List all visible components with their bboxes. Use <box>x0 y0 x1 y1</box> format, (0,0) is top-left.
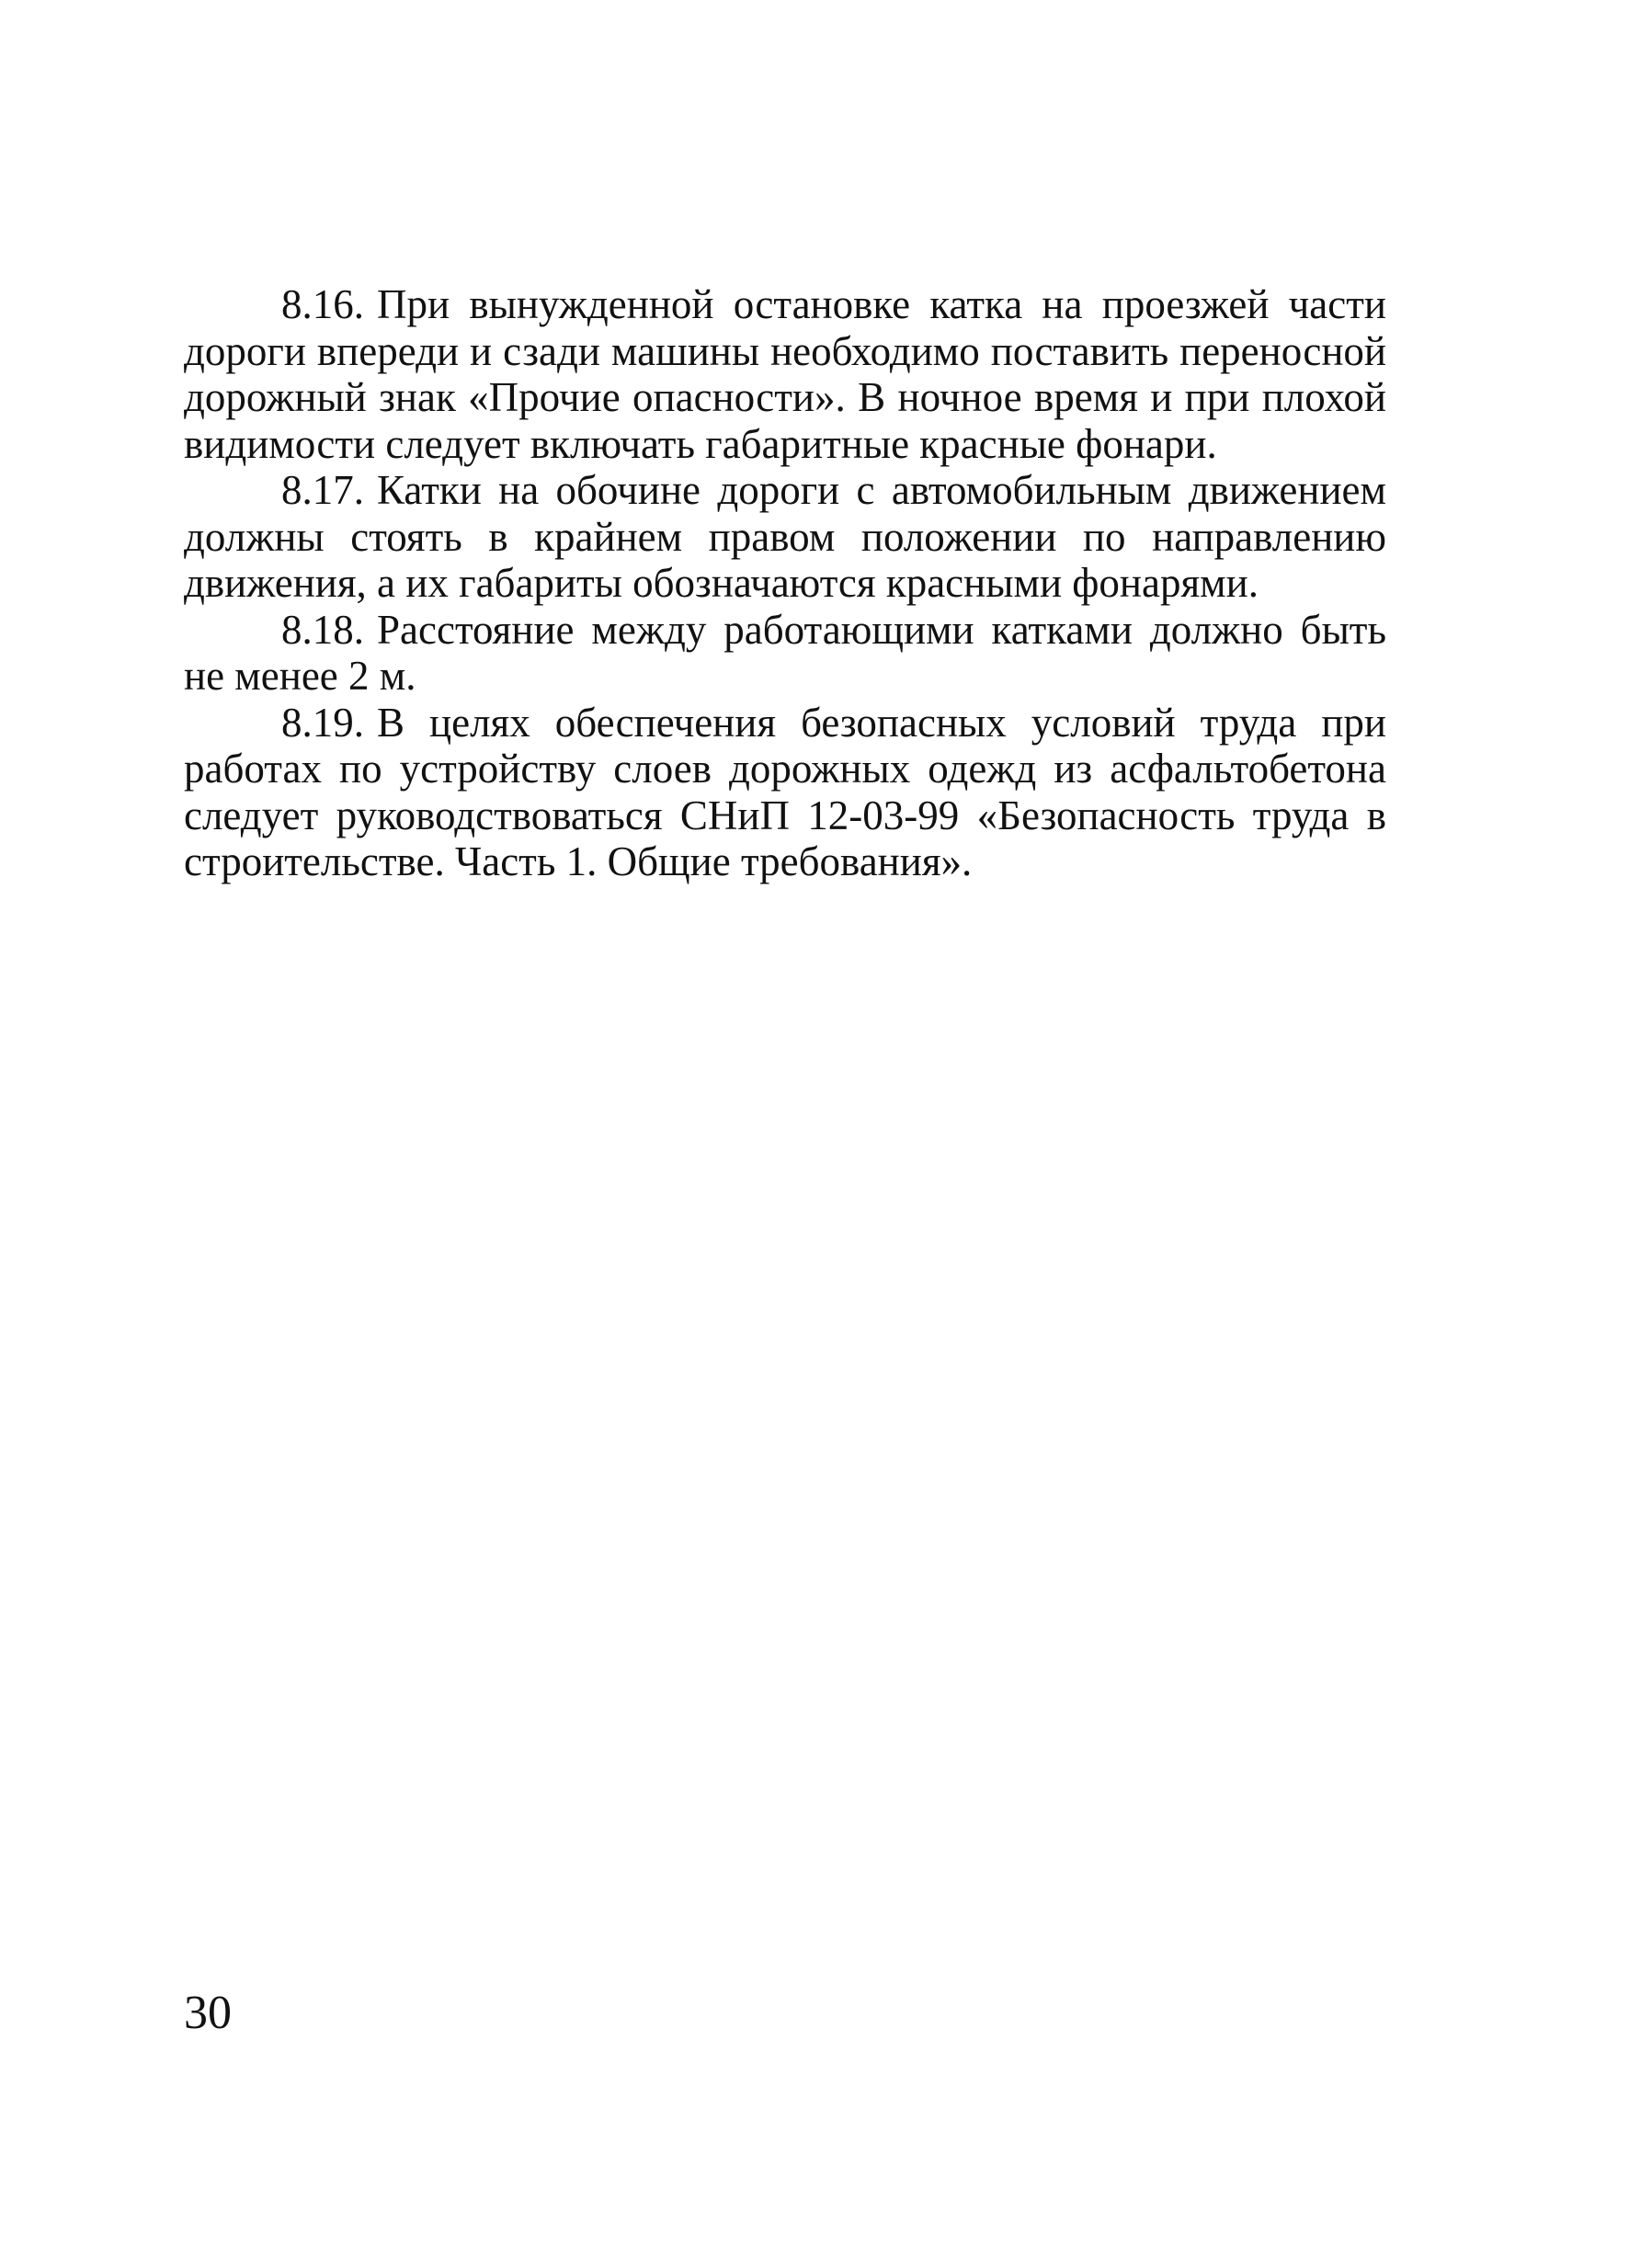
paragraph-8-19 <box>184 700 1386 885</box>
paragraph-number: 8.16. <box>281 281 364 327</box>
paragraph-8-16 <box>184 281 1386 467</box>
paragraph-number: 8.18. <box>281 606 364 653</box>
paragraph-text: Катки на обочине дороги с автомобильным движением должны стоять в крайнем правом положении по направлению движения, а их габариты обозначаются красными фонарями. <box>184 467 1386 606</box>
paragraph-number: 8.17. <box>281 467 364 513</box>
page-number: 30 <box>184 1987 232 2039</box>
paragraph-number: 8.19. <box>281 699 364 746</box>
paragraph-text: Расстояние между работающими катками должно быть не менее 2 м. <box>184 606 1386 699</box>
body-text <box>184 281 1386 885</box>
paragraph-text: При вынужденной остановке катка на проезжей части дороги впереди и сзади машины необходимо поставить переносной дорожный знак «Прочие опасности». В ночное время и при плохой видимости следует включать габаритные красные фонари. <box>184 281 1386 467</box>
paragraph-text: В целях обеспечения безопасных условий труда при работах по устройству слоев дорожных одежд из асфальтобетона следует руководствоваться СНиП 12-03-99 «Безопасность труда в строительстве. Часть 1. Общие требования». <box>184 699 1386 884</box>
paragraph-8-18 <box>184 607 1386 700</box>
paragraph-8-17 <box>184 467 1386 607</box>
